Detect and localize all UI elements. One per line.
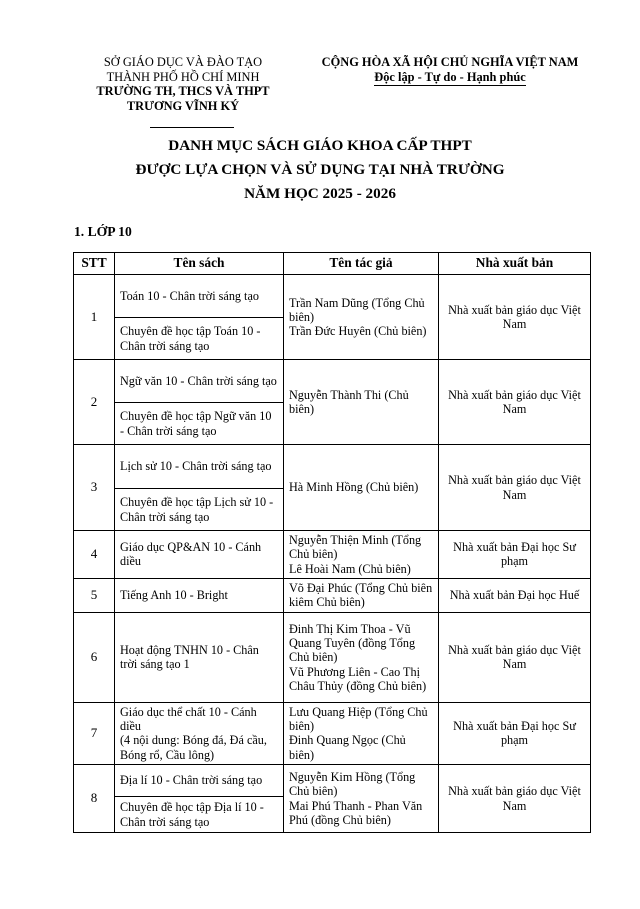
- book-title: Chuyên đề học tập Toán 10 - Chân trời sáng tạo: [115, 318, 284, 360]
- book-title: Hoạt động TNHN 10 - Chân trời sáng tạo 1: [115, 612, 284, 702]
- table-header-row: [74, 253, 591, 275]
- book-title: Toán 10 - Chân trời sáng tạo: [115, 275, 284, 318]
- book-publisher: Nhà xuất bản giáo dục Việt Nam: [439, 445, 591, 531]
- row-number: 8: [74, 765, 115, 833]
- textbook-table: [73, 252, 591, 833]
- book-publisher: Nhà xuất bản giáo dục Việt Nam: [439, 275, 591, 360]
- issuer-header: [78, 55, 288, 113]
- book-authors: Nguyễn Thiện Minh (Tổng Chủ biên) Lê Hoài Nam (Chủ biên): [284, 531, 439, 579]
- book-publisher: Nhà xuất bản Đại học Sư phạm: [439, 702, 591, 764]
- city-name: THÀNH PHỐ HỒ CHÍ MINH: [106, 69, 260, 84]
- table-row: [74, 578, 591, 612]
- book-authors: Võ Đại Phúc (Tổng Chủ biên kiêm Chủ biên): [284, 578, 439, 612]
- row-number: 5: [74, 578, 115, 612]
- document-title: [0, 134, 640, 206]
- book-title: Tiếng Anh 10 - Bright: [115, 578, 284, 612]
- country-name: CỘNG HÒA XÃ HỘI CHỦ NGHĨA VIỆT NAM: [321, 55, 579, 69]
- header-stt: STT: [74, 253, 115, 275]
- book-title: Giáo dục QP&AN 10 - Cánh diều: [115, 531, 284, 579]
- book-title: Lịch sử 10 - Chân trời sáng tạo: [115, 445, 284, 489]
- title-line-3: NĂM HỌC 2025 - 2026: [244, 185, 396, 202]
- table-row: [74, 531, 591, 579]
- table-row: [74, 702, 591, 764]
- book-authors: Hà Minh Hồng (Chủ biên): [284, 445, 439, 531]
- row-number: 1: [74, 275, 115, 360]
- title-line-1: DANH MỤC SÁCH GIÁO KHOA CẤP THPT: [168, 137, 472, 154]
- book-authors: Nguyễn Kim Hồng (Tổng Chủ biên) Mai Phú Thanh - Phan Văn Phú (đồng Chủ biên): [284, 765, 439, 833]
- book-title: Chuyên đề học tập Ngữ văn 10 - Chân trời sáng tạo: [115, 403, 284, 445]
- table-row: [74, 275, 591, 318]
- book-authors: Nguyễn Thành Thi (Chủ biên): [284, 360, 439, 445]
- book-authors: Trần Nam Dũng (Tổng Chủ biên) Trần Đức Huyên (Chủ biên): [284, 275, 439, 360]
- department-name: SỞ GIÁO DỤC VÀ ĐÀO TẠO: [103, 55, 263, 69]
- row-number: 4: [74, 531, 115, 579]
- row-number: 6: [74, 612, 115, 702]
- book-title: Chuyên đề học tập Lịch sử 10 - Chân trời sáng tạo: [115, 489, 284, 531]
- book-publisher: Nhà xuất bản giáo dục Việt Nam: [439, 612, 591, 702]
- school-name-line2: TRƯƠNG VĨNH KÝ: [126, 98, 240, 113]
- book-publisher: Nhà xuất bản Đại học Huế: [439, 578, 591, 612]
- book-title: Giáo dục thể chất 10 - Cánh diều (4 nội dung: Bóng đá, Đá cầu, Bóng rổ, Cầu lông): [115, 702, 284, 764]
- table-row: [74, 360, 591, 403]
- book-title: Ngữ văn 10 - Chân trời sáng tạo: [115, 360, 284, 403]
- table-row: [74, 765, 591, 797]
- header-publisher: Nhà xuất bản: [439, 253, 591, 275]
- section-heading: 1. LỚP 10: [74, 224, 132, 239]
- row-number: 2: [74, 360, 115, 445]
- header-underline: [150, 127, 234, 128]
- book-publisher: Nhà xuất bản giáo dục Việt Nam: [439, 765, 591, 833]
- book-publisher: Nhà xuất bản giáo dục Việt Nam: [439, 360, 591, 445]
- book-authors: Lưu Quang Hiệp (Tổng Chủ biên) Đinh Quang Ngọc (Chủ biên): [284, 702, 439, 764]
- header-book-title: Tên sách: [115, 253, 284, 275]
- title-line-2: ĐƯỢC LỰA CHỌN VÀ SỬ DỤNG TẠI NHÀ TRƯỜNG: [135, 161, 505, 178]
- table-row: [74, 612, 591, 702]
- row-number: 7: [74, 702, 115, 764]
- table-row: [74, 445, 591, 489]
- book-title: Địa lí 10 - Chân trời sáng tạo: [115, 765, 284, 797]
- header-author: Tên tác giả: [284, 253, 439, 275]
- book-title: Chuyên đề học tập Địa lí 10 - Chân trời sáng tạo: [115, 797, 284, 833]
- book-authors: Đinh Thị Kim Thoa - Vũ Quang Tuyên (đồng Tổng Chủ biên) Vũ Phương Liên - Cao Thị Châu Thủy (đồng Chủ biên): [284, 612, 439, 702]
- school-name-line1: TRƯỜNG TH, THCS VÀ THPT: [96, 84, 270, 98]
- national-motto: Độc lập - Tự do - Hạnh phúc: [374, 70, 525, 87]
- row-number: 3: [74, 445, 115, 531]
- national-header: [306, 55, 594, 86]
- book-publisher: Nhà xuất bản Đại học Sư phạm: [439, 531, 591, 579]
